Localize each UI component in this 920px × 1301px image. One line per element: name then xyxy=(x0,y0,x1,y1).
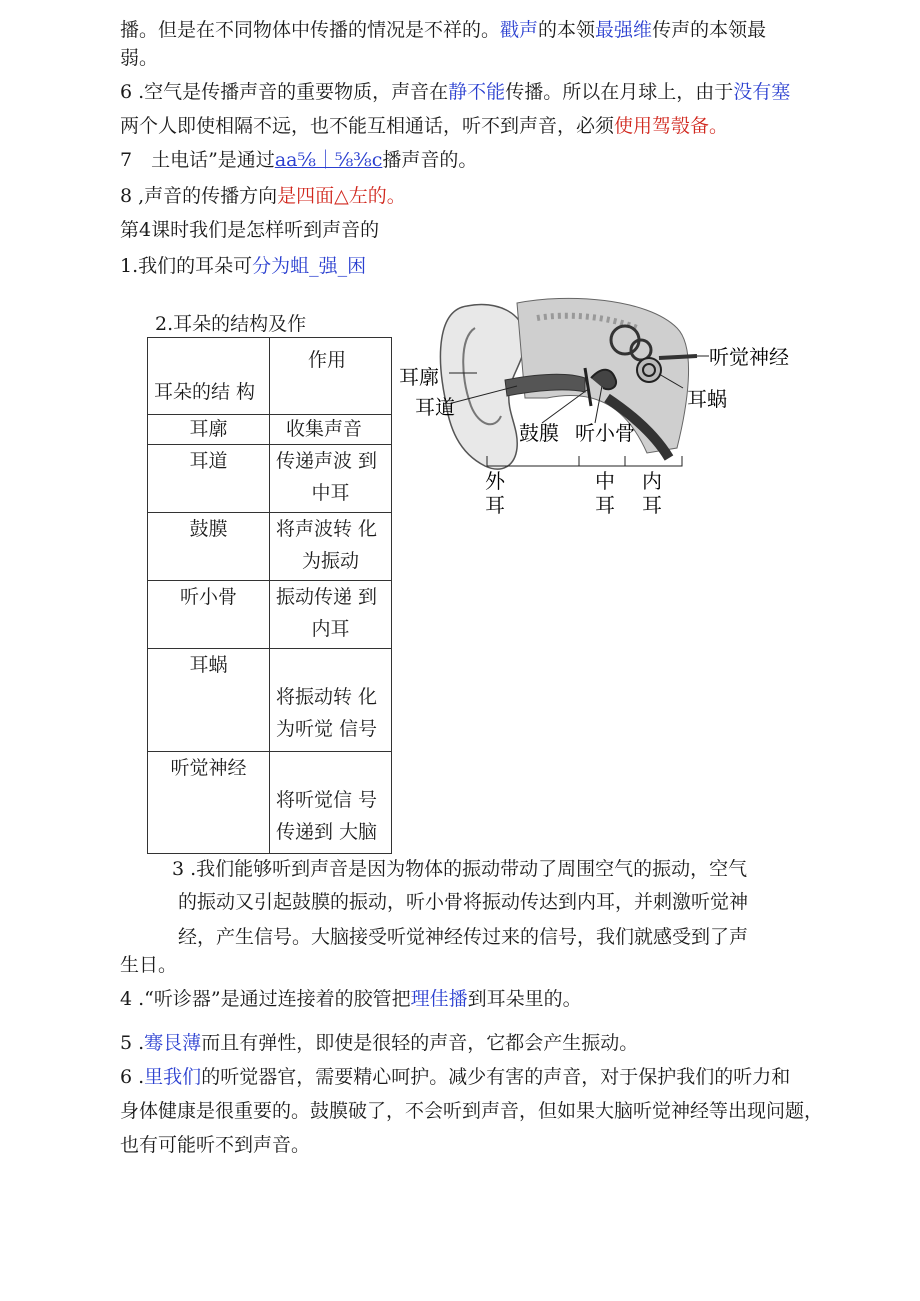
table-row: 耳廓 收集声音 xyxy=(148,415,392,445)
label-inner-2: 耳 xyxy=(642,493,662,517)
answer-blank: 戳声 xyxy=(500,19,539,41)
label-canal: 耳道 xyxy=(415,395,455,419)
table-header-row xyxy=(148,338,392,415)
para-6b: 6 .里我们的听觉器官，需要精心呵护。减少有害的声音，对于保护我们的听力和 xyxy=(120,1066,791,1088)
table-row: 听觉神经 将听觉信 号 传递到 大脑 xyxy=(148,752,392,854)
table-row: 耳蜗 将振动转 化 为听觉 信号 xyxy=(148,649,392,752)
answer-blank: 理佳播 xyxy=(410,988,468,1010)
label-ossicles: 听小骨 xyxy=(575,421,635,445)
para-5-end: 弱。 xyxy=(120,47,159,69)
auditory-nerve-shape xyxy=(659,356,697,358)
label-middle-2: 耳 xyxy=(595,493,615,517)
para-3-line1: 3 .我们能够听到声音是因为物体的振动带动了周围空气的振动，空气 xyxy=(172,858,748,880)
label-auricle: 耳廓 xyxy=(399,365,439,389)
question-2: 2.耳朵的结构及作 xyxy=(155,313,307,335)
para-6-line2: 两个人即使相隔不远，也不能互相通话，听不到声音，必须使用驾彀备。 xyxy=(120,115,729,137)
answer-blank: 使用驾彀备。 xyxy=(614,115,729,137)
table-row: 听小骨 振动传递 到 内耳 xyxy=(148,581,392,649)
cochlea-shape xyxy=(637,358,661,382)
ear-structure-table xyxy=(147,337,392,854)
para-7: 7 土电话”是通过aa⅝｜⅝⅜c播声音的。 xyxy=(120,149,478,171)
header-function-cell: 作用 xyxy=(270,338,392,415)
label-inner: 内 xyxy=(642,469,662,493)
label-eardrum: 鼓膜 xyxy=(519,421,559,445)
answer-blank: 分为蛆_强_困 xyxy=(252,255,367,277)
label-outer-2: 耳 xyxy=(485,493,505,517)
lesson-title: 第4课时我们是怎样听到声音的 xyxy=(120,219,380,241)
para-6: 6 .空气是传播声音的重要物质，声音在静不能传播。所以在月球上，由于没有塞 xyxy=(120,81,791,103)
para-3-line3: 经，产生信号。大脑接受听觉神经传过来的信号，我们就感受到了声 xyxy=(178,926,749,948)
para-5: 5 .骞艮薄而且有弹性，即使是很轻的声音，它都会产生振动。 xyxy=(120,1032,639,1054)
para-4: 4 .“听诊器”是通过连接着的胶管把理佳播到耳朵里的。 xyxy=(120,988,582,1010)
answer-blank: 最强维 xyxy=(595,19,653,41)
ear-diagram xyxy=(397,288,797,523)
answer-blank: 里我们 xyxy=(144,1066,202,1088)
para-3-line4: 生日。 xyxy=(120,954,178,976)
question-1: 1.我们的耳朵可分为蛆_强_困 xyxy=(120,255,367,277)
answer-blank: 静不能 xyxy=(448,81,506,103)
table-row: 鼓膜 将声波转 化 为振动 xyxy=(148,513,392,581)
answer-blank: 没有塞 xyxy=(733,81,791,103)
para-5-tail: 播。但是在不同物体中传播的情况是不祥的。戳声的本领最强维传声的本领最 xyxy=(120,19,767,41)
label-nerve: 听觉神经 xyxy=(709,345,789,369)
region-bracket xyxy=(487,456,682,466)
para-6b-line3: 也有可能听不到声音。 xyxy=(120,1134,311,1156)
answer-blank: aa⅝｜⅝⅜c xyxy=(274,149,383,171)
answer-blank: 骞艮薄 xyxy=(144,1032,202,1054)
header-structure-cell: 耳朵的结 构 xyxy=(148,338,270,415)
answer-blank: 是四面△左的。 xyxy=(277,185,406,207)
label-cochlea: 耳蜗 xyxy=(687,387,727,411)
label-middle: 中 xyxy=(595,469,615,493)
para-8: 8 ,声音的传播方向是四面△左的。 xyxy=(120,185,406,207)
label-outer: 外 xyxy=(485,469,505,493)
table-row: 耳道 传递声波 到 中耳 xyxy=(148,445,392,513)
para-3-line2: 的振动又引起鼓膜的振动，听小骨将振动传达到内耳，并刺激听觉神 xyxy=(178,891,749,913)
para-6b-line2: 身体健康是很重要的。鼓膜破了，不会听到声音，但如果大脑听觉神经等出现问题， xyxy=(120,1100,824,1122)
